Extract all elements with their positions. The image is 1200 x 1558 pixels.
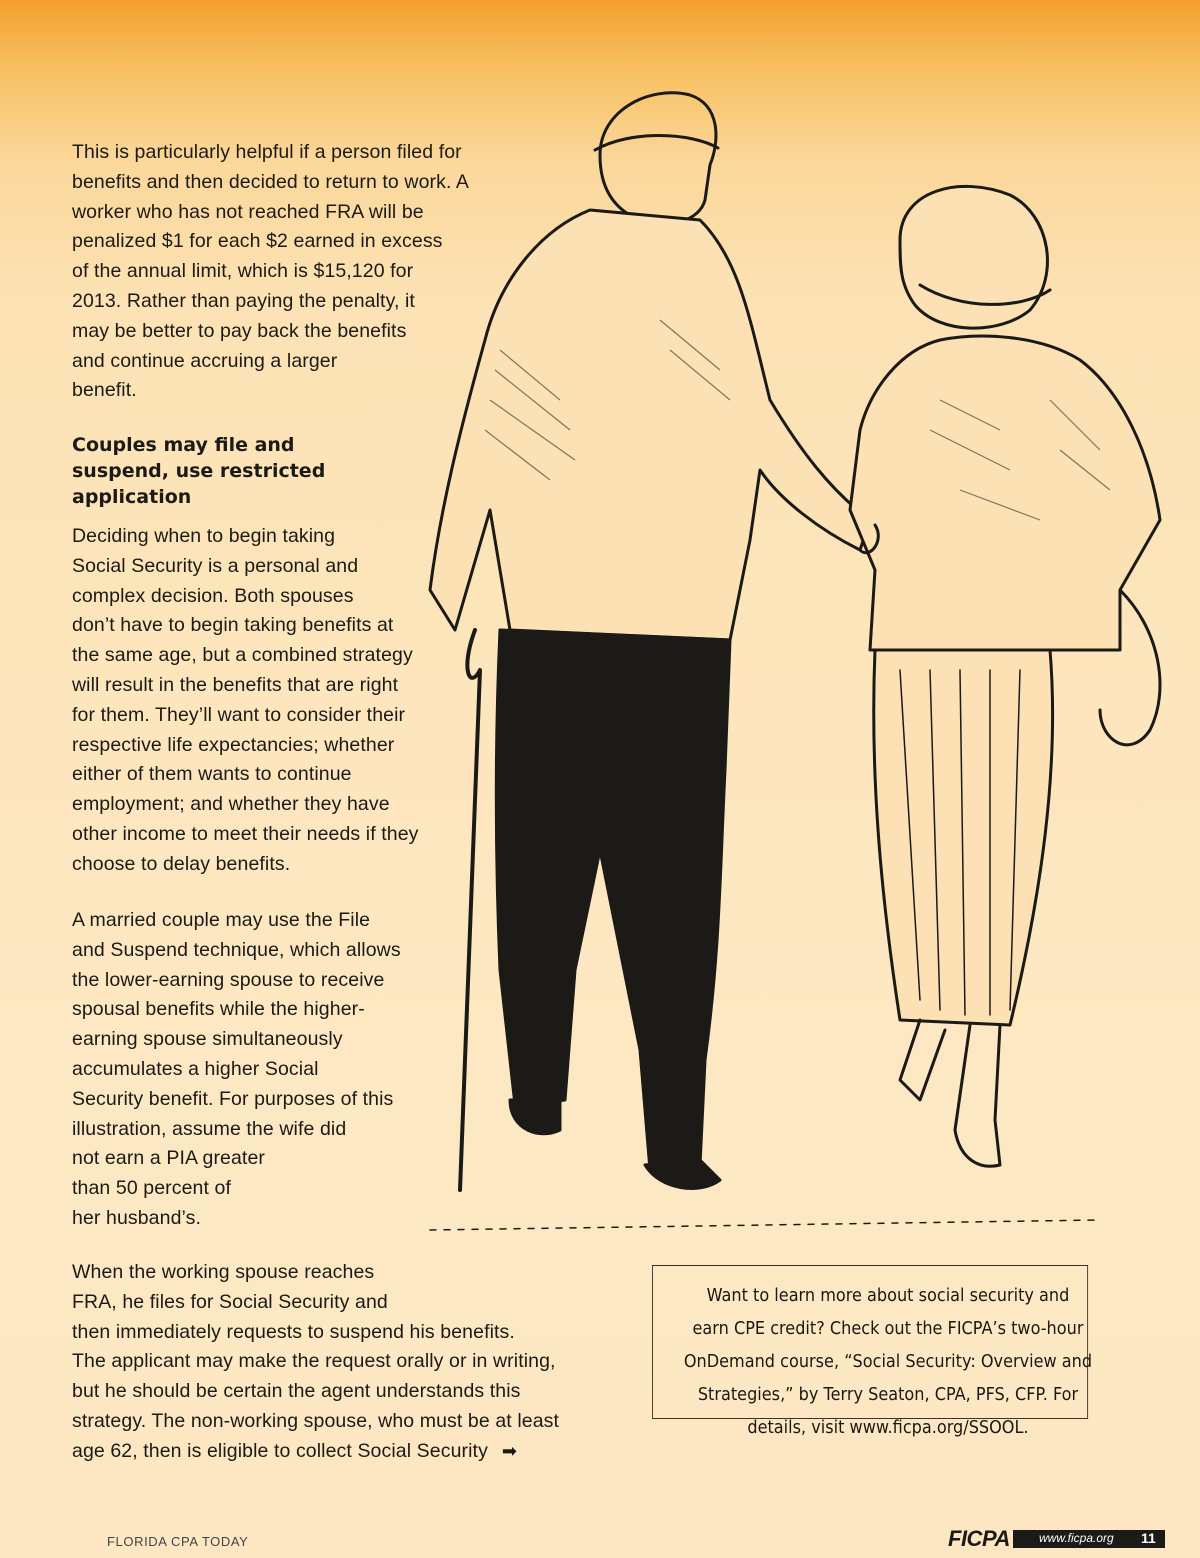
text-line: don’t have to begin taking benefits at — [72, 614, 394, 637]
text-line: Deciding when to begin taking — [72, 525, 336, 547]
heading-line: Couples may file and — [72, 434, 295, 456]
text-line: the same age, but a combined strategy — [72, 644, 413, 667]
text-line: other income to meet their needs if they — [72, 822, 419, 845]
text-line: of the annual limit, which is $15,120 for — [72, 260, 414, 283]
callout-line: earn CPE credit? Check out the FICPA’s two-hour — [692, 1319, 1084, 1339]
body-paragraph-4 — [72, 1258, 592, 1467]
text-line: illustration, assume the wife did — [72, 1117, 347, 1140]
text-line: will result in the benefits that are right — [72, 673, 399, 696]
text-line: spousal benefits while the higher- — [72, 998, 365, 1021]
heading-line: suspend, use restricted — [72, 460, 326, 482]
text-line: for them. They’ll want to consider their — [72, 703, 406, 726]
ficpa-logo: FICPA — [948, 1526, 1010, 1551]
text-line: may be better to pay back the benefits — [72, 319, 407, 342]
text-line: Security benefit. For purposes of this — [72, 1087, 394, 1110]
text-line: The applicant may make the request orally or in writing, — [72, 1350, 556, 1373]
text-line: A married couple may use the File — [72, 909, 371, 931]
text-line: either of them wants to continue — [72, 763, 352, 786]
cpe-course-callout-box — [652, 1265, 1093, 1438]
text-line: but he should be certain the agent understands this — [72, 1380, 521, 1403]
text-line: 2013. Rather than paying the penalty, it — [72, 289, 415, 312]
text-line: then immediately requests to suspend his benefits. — [72, 1320, 515, 1343]
text-line: worker who has not reached FRA will be — [72, 200, 424, 223]
text-line: and Suspend technique, which allows — [72, 938, 401, 961]
body-paragraph-1 — [72, 138, 592, 406]
heading-line: application — [72, 486, 192, 508]
text-line: employment; and whether they have — [72, 793, 390, 816]
text-line: the lower-earning spouse to receive — [72, 968, 385, 991]
text-line: Social Security is a personal and — [72, 554, 359, 577]
body-paragraph-3 — [72, 906, 592, 1234]
text-line: This is particularly helpful if a person filed for — [72, 141, 462, 163]
callout-line: Want to learn more about social security and — [706, 1286, 1070, 1306]
text-line: her husband’s. — [72, 1206, 201, 1229]
body-paragraph-2 — [72, 522, 592, 880]
text-line: complex decision. Both spouses — [72, 584, 354, 607]
text-line: penalized $1 for each $2 earned in excess — [72, 230, 443, 253]
text-line: accumulates a higher Social — [72, 1057, 319, 1080]
woman-hat — [900, 186, 1047, 328]
page-number: 11 — [1141, 1530, 1156, 1546]
text-line: FRA, he files for Social Security and — [72, 1290, 388, 1313]
text-line: respective life expectancies; whether — [72, 733, 395, 756]
text-line — [72, 1437, 592, 1467]
text-line: choose to delay benefits. — [72, 852, 291, 875]
text-line: strategy. The non-working spouse, who must be at least — [72, 1409, 560, 1432]
continue-arrow-icon: ➡ — [501, 1440, 518, 1461]
woman-cardigan — [850, 336, 1160, 650]
text-line: benefit. — [72, 379, 137, 402]
text-line: When the working spouse reaches — [72, 1261, 375, 1283]
text-line: and continue accruing a larger — [72, 349, 338, 372]
text-line: benefits and then decided to return to work. A — [72, 170, 470, 193]
man-head — [600, 93, 716, 224]
text-line: earning spouse simultaneously — [72, 1028, 343, 1051]
text-line: than 50 percent of — [72, 1177, 231, 1200]
callout-line: OnDemand course, “Social Security: Overview and — [683, 1352, 1093, 1372]
last-line-text: age 62, then is eligible to collect Social Security — [72, 1439, 488, 1462]
text-line: not earn a PIA greater — [72, 1147, 265, 1170]
section-heading — [72, 432, 372, 510]
callout-line: details, visit www.ficpa.org/SSOOL. — [747, 1418, 1029, 1438]
publication-name: FLORIDA CPA TODAY — [107, 1534, 249, 1549]
footer-bar — [1013, 1530, 1165, 1548]
footer-url-link[interactable]: www.ficpa.org — [1039, 1531, 1114, 1545]
callout-line: Strategies,” by Terry Seaton, CPA, PFS, CFP. For — [697, 1385, 1079, 1405]
